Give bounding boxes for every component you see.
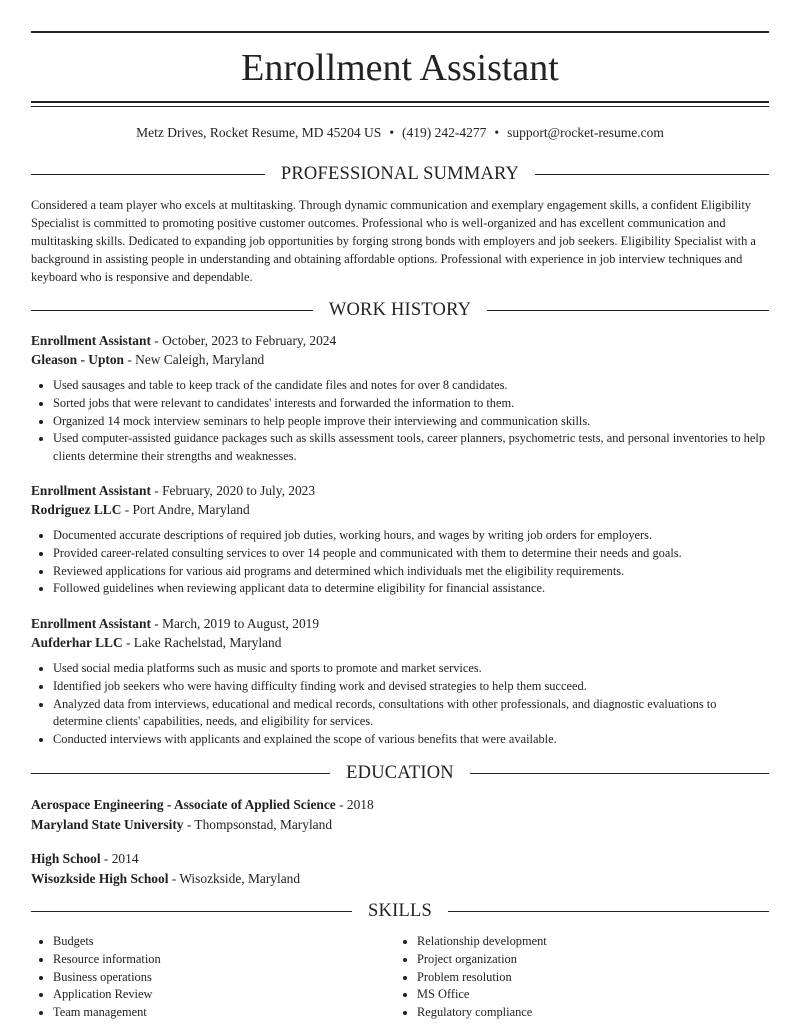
job-bullets	[31, 660, 769, 749]
job-bullet: • Used social media platforms such as music and sports to promote and market services.	[53, 660, 769, 678]
summary-section-header	[31, 162, 769, 186]
skills-list	[395, 933, 755, 1022]
job-title-line	[31, 331, 769, 350]
skill-item: • Application Review	[53, 986, 391, 1004]
title-rule-lower	[31, 106, 769, 107]
skill-item: • Project organization	[417, 951, 755, 969]
skills-column-left	[31, 933, 391, 1022]
section-rule	[31, 911, 352, 912]
education-degree-line	[31, 795, 769, 815]
top-rule	[31, 31, 769, 33]
job-location: - Lake Rachelstad, Maryland	[122, 635, 282, 650]
skills-heading: SKILLS	[368, 900, 432, 921]
education-section-header	[31, 761, 769, 785]
education-degree: High School	[31, 851, 101, 866]
job-dates: - March, 2019 to August, 2019	[150, 616, 320, 631]
section-rule	[31, 773, 330, 774]
job-bullets	[31, 527, 769, 598]
skills-section-header	[31, 899, 769, 923]
job-bullet: • Organized 14 mock interview seminars to help people improve their interviewing and communication skills.	[53, 413, 769, 431]
job-title: Enrollment Assistant	[31, 483, 151, 498]
job-bullet: • Identified job seekers who were having difficulty finding work and devised strategies to help them succeed.	[53, 678, 769, 696]
skill-item: • Regulatory compliance	[417, 1004, 755, 1022]
education-school: Wisozkside High School	[31, 871, 169, 886]
job-bullets	[31, 377, 769, 466]
section-rule	[535, 174, 769, 175]
job-title-line	[31, 614, 769, 633]
section-rule	[448, 911, 769, 912]
contact-address: Metz Drives, Rocket Resume, MD 45204 US	[136, 125, 382, 140]
summary-text: Considered a team player who excels at multitasking. Through dynamic communication and exemplary engagement skills, a confident Eligibility Specialist is committed to promoting positive customer outcomes. Professional who is well-organized and has excellent communication and multitasking skills. Dedicated to expanding job opportunities by forging strong bonds with employers and job seekers. Eligibility Specialist with a background in assisting people in understanding and obtaining affordable options. Professional with experience in job interview techniques and keyboard who is responsive and dependable.	[31, 198, 756, 284]
job-location: - New Caleigh, Maryland	[124, 352, 265, 367]
job-dates: - October, 2023 to February, 2024	[150, 333, 337, 348]
education-school-line	[31, 869, 769, 889]
section-rule	[31, 174, 265, 175]
job-bullet: • Used sausages and table to keep track of the candidate files and notes for over 8 candidates.	[53, 377, 769, 395]
skills-list	[31, 933, 391, 1022]
skills-column-right	[395, 933, 755, 1022]
job-company-line	[31, 350, 769, 369]
education-year: - 2014	[100, 851, 139, 866]
work-heading: WORK HISTORY	[328, 299, 472, 320]
education-year: - 2018	[335, 797, 374, 812]
education-school: Maryland State University	[31, 817, 184, 832]
job-entry	[31, 481, 769, 598]
job-bullet: • Analyzed data from interviews, educational and medical records, consultations with other professionals, and diagnostic evaluations to determine clients' capabilities, needs, and eligibility for services.	[53, 696, 769, 732]
job-company: Rodriguez LLC	[31, 502, 122, 517]
contact-line	[0, 124, 800, 142]
contact-separator: •	[389, 125, 395, 140]
job-bullet: • Reviewed applications for various aid programs and determined which individuals met the eligibility requirements.	[53, 563, 769, 581]
resume-title: Enrollment Assistant	[241, 47, 559, 89]
section-rule	[31, 310, 313, 311]
job-company-line	[31, 633, 769, 652]
contact-email: support@rocket-resume.com	[507, 125, 664, 140]
job-company: Aufderhar LLC	[31, 635, 123, 650]
job-title: Enrollment Assistant	[31, 616, 151, 631]
job-entry	[31, 331, 769, 466]
skill-item: • Resource information	[53, 951, 391, 969]
skill-item: • Team management	[53, 1004, 391, 1022]
job-bullet: • Documented accurate descriptions of required job duties, working hours, and wages by writing job orders for employers.	[53, 527, 769, 545]
skill-item: • Problem resolution	[417, 969, 755, 987]
job-entry	[31, 614, 769, 749]
skill-item: • MS Office	[417, 986, 755, 1004]
education-school-line	[31, 815, 769, 835]
contact-separator: •	[494, 125, 500, 140]
job-dates: - February, 2020 to July, 2023	[150, 483, 316, 498]
job-title-line	[31, 481, 769, 500]
skill-item: • Business operations	[53, 969, 391, 987]
section-rule	[487, 310, 769, 311]
job-bullet: • Conducted interviews with applicants and explained the scope of various benefits that were available.	[53, 731, 769, 749]
education-degree-line	[31, 849, 769, 869]
contact-phone: (419) 242-4277	[402, 125, 487, 140]
skill-item: • Relationship development	[417, 933, 755, 951]
job-location: - Port Andre, Maryland	[121, 502, 250, 517]
job-company: Gleason - Upton	[31, 352, 125, 367]
section-rule	[470, 773, 769, 774]
job-bullet: • Sorted jobs that were relevant to candidates' interests and forwarded the information to them.	[53, 395, 769, 413]
job-title: Enrollment Assistant	[31, 333, 151, 348]
skill-item: • Budgets	[53, 933, 391, 951]
education-entry	[31, 849, 769, 889]
education-entry	[31, 795, 769, 835]
job-bullet: • Used computer-assisted guidance packages such as skills assessment tools, career planners, psychometric tests, and personal inventories to help clients determine their strengths and weaknesses.	[53, 430, 769, 466]
work-section-header	[31, 298, 769, 322]
education-degree: Aerospace Engineering - Associate of Applied Science	[31, 797, 336, 812]
title-rule-upper	[31, 101, 769, 103]
job-company-line	[31, 500, 769, 519]
summary-heading: PROFESSIONAL SUMMARY	[280, 163, 520, 184]
education-location: - Thompsonstad, Maryland	[183, 817, 333, 832]
job-bullet: • Followed guidelines when reviewing applicant data to determine eligibility for financial assistance.	[53, 580, 769, 598]
education-heading: EDUCATION	[346, 762, 454, 783]
education-location: - Wisozkside, Maryland	[168, 871, 301, 886]
job-bullet: • Provided career-related consulting services to over 14 people and communicated with them to determine their needs and goals.	[53, 545, 769, 563]
